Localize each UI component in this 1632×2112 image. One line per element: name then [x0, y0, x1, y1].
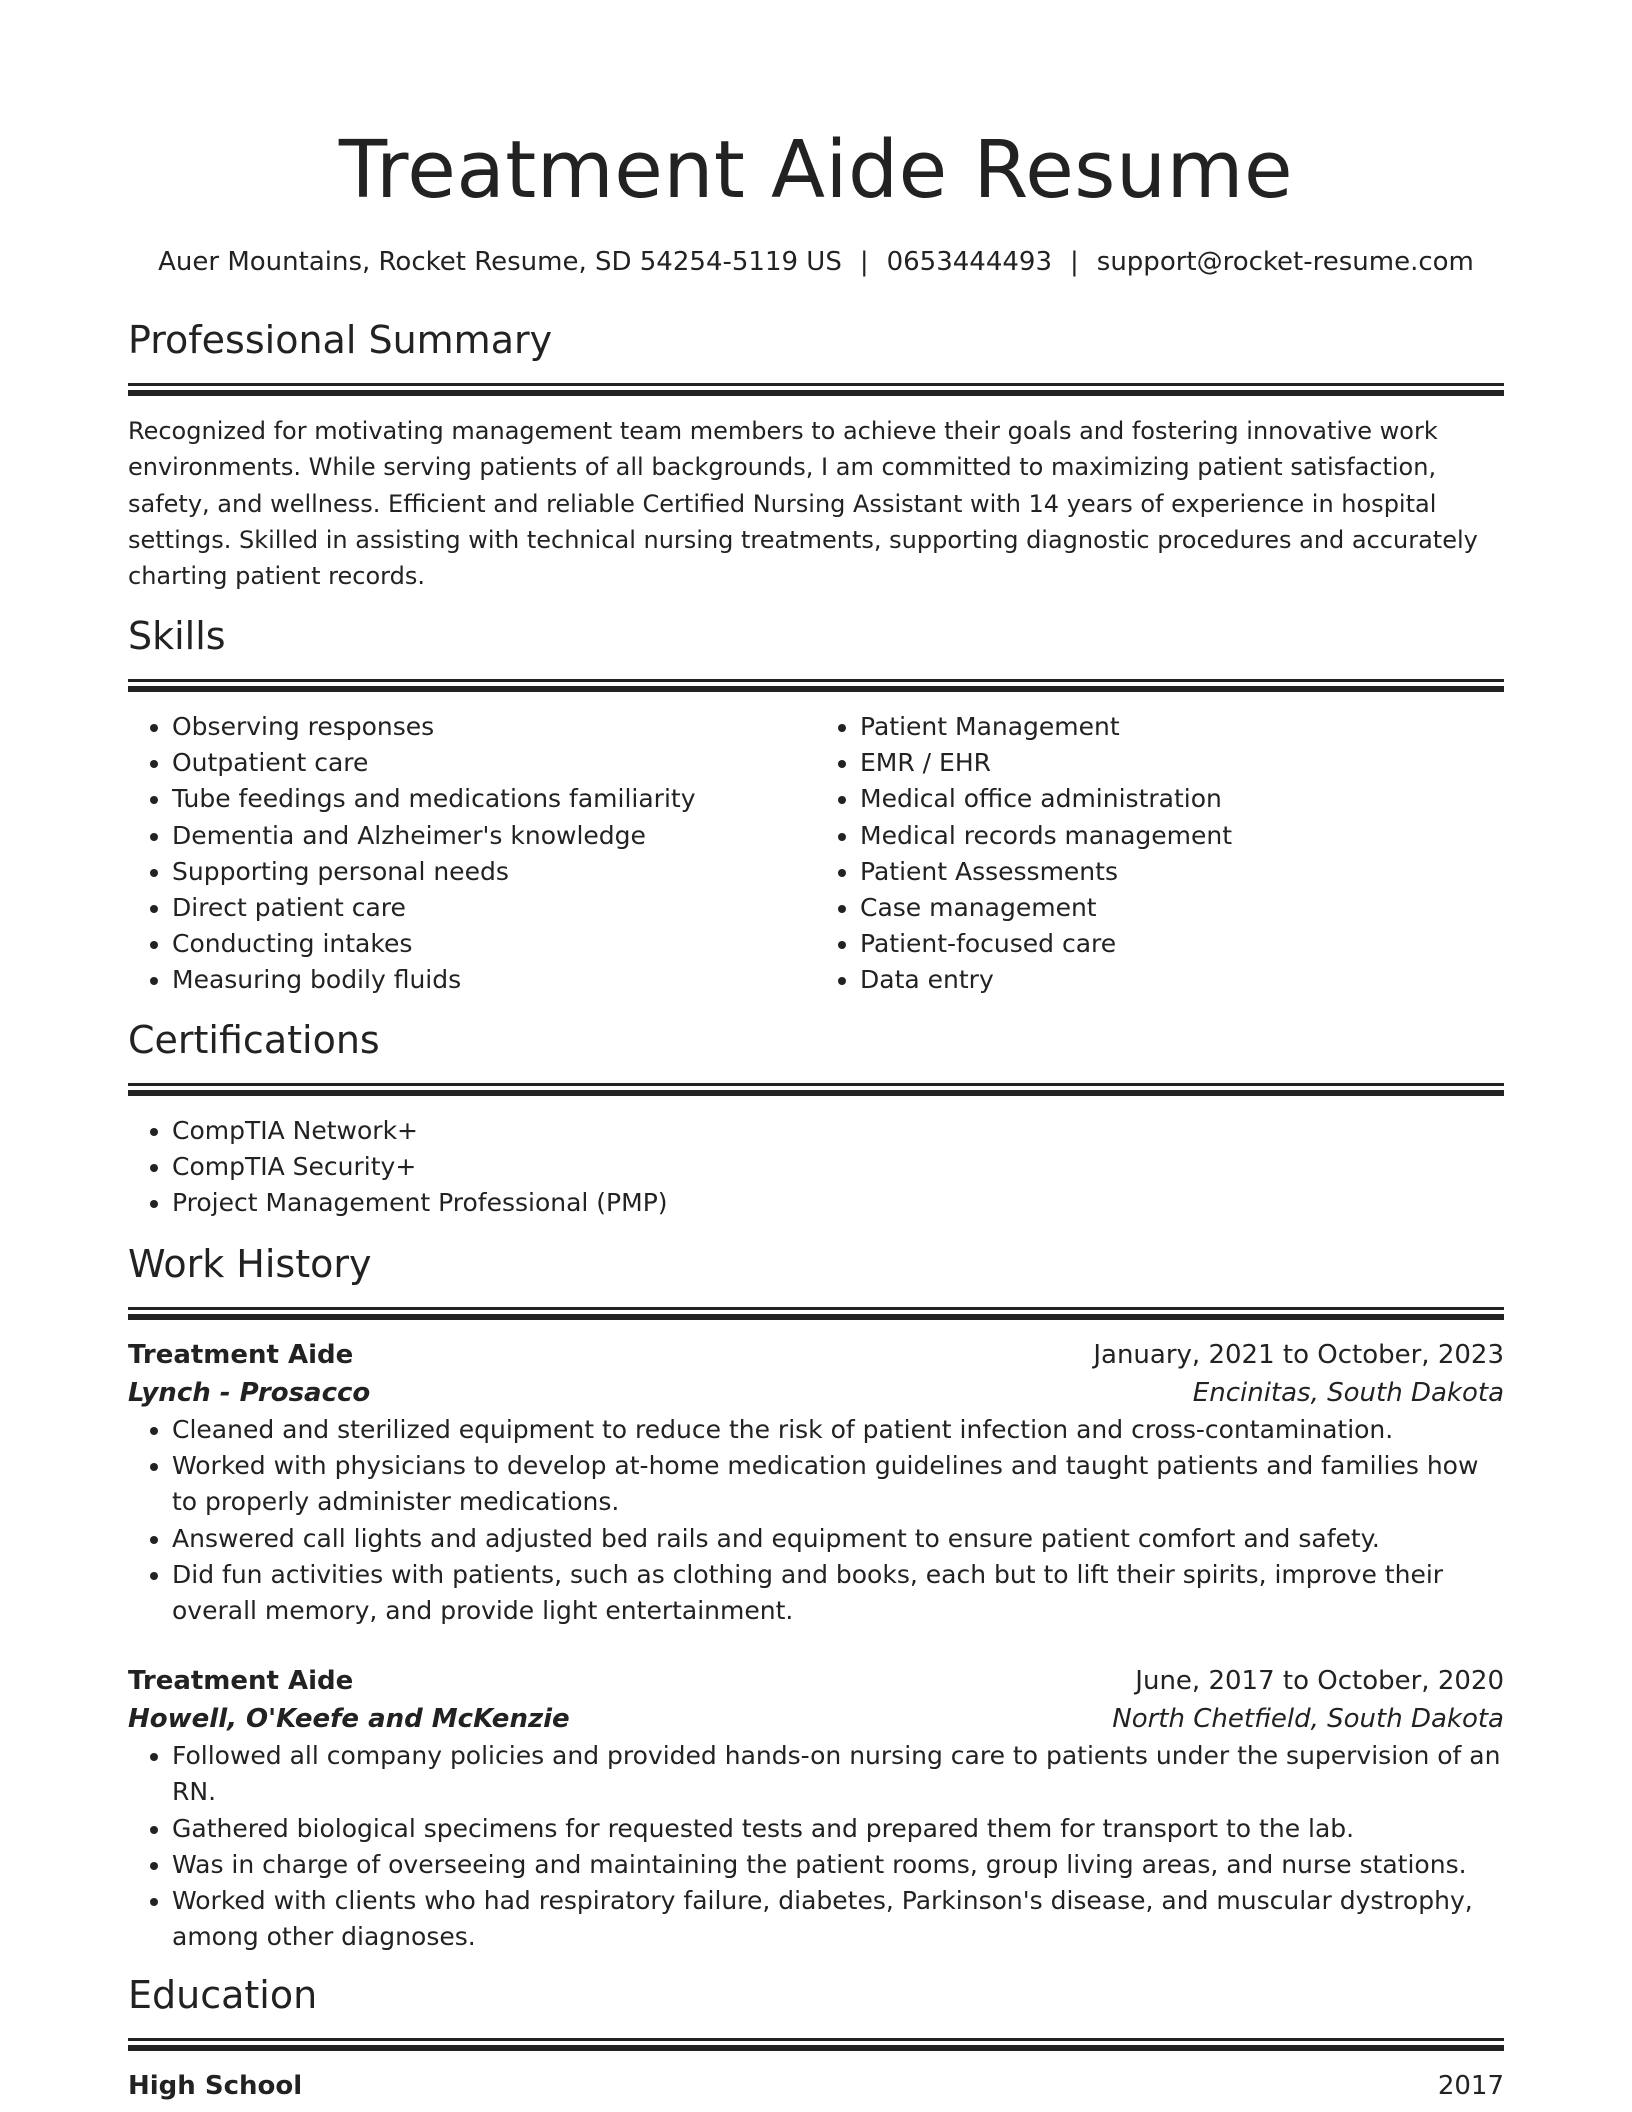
- section-divider: [128, 679, 1504, 692]
- job-employer: Howell, O'Keefe and McKenzie: [128, 1704, 570, 1735]
- section-heading: Work History: [128, 1242, 372, 1286]
- skill-item: • Observing responses: [172, 709, 816, 745]
- job-title: Treatment Aide: [128, 1666, 354, 1697]
- skill-item: • Supporting personal needs: [172, 854, 816, 890]
- job-header: [128, 1336, 1504, 1374]
- summary-text: Recognized for motivating management team members to achieve their goals and fostering innovative work environments. While serving patients of all backgrounds, I am committed to maximizing patient satisfaction, safety, and wellness. Efficient and reliable Certified Nursing Assistant with 14 years of experience in hospital settings. Skilled in assisting with technical nursing treatments, supporting diagnostic procedures and accurately charting patient records.: [128, 417, 1478, 591]
- job-entry: [128, 1662, 1504, 1955]
- job-dates: June, 2017 to October, 2020: [1135, 1666, 1504, 1697]
- certifications-list: [128, 1113, 1504, 1222]
- section-divider: [128, 2038, 1504, 2051]
- certification-item: • CompTIA Network+: [172, 1113, 1504, 1149]
- job-bullet: • Followed all company policies and provided hands-on nursing care to patients under the supervision of an RN.: [172, 1738, 1504, 1810]
- skill-item: • Patient Management: [860, 709, 1504, 745]
- contact-separator: |: [1070, 247, 1079, 277]
- skill-item: • Tube feedings and medications familiarity: [172, 781, 816, 817]
- section-heading: Education: [128, 1973, 318, 2017]
- certification-item: • CompTIA Security+: [172, 1149, 1504, 1185]
- skill-item: • Outpatient care: [172, 745, 816, 781]
- skills-section: [128, 612, 1504, 999]
- skill-item: • Data entry: [860, 962, 1504, 998]
- job-bullets: [128, 1738, 1504, 1955]
- job-employer: Lynch - Prosacco: [128, 1378, 371, 1408]
- contact-address: Auer Mountains, Rocket Resume, SD 54254-5119 US: [158, 247, 842, 277]
- job-dates: January, 2021 to October, 2023: [1093, 1340, 1504, 1370]
- education-degree: High School: [128, 2071, 303, 2101]
- job-bullet: • Answered call lights and adjusted bed rails and equipment to ensure patient comfort and safety.: [172, 1521, 1504, 1557]
- certification-item: • Project Management Professional (PMP): [172, 1185, 1504, 1221]
- skill-item: • Medical office administration: [860, 781, 1504, 817]
- job-subheader: [128, 1374, 1504, 1412]
- skill-item: • Patient Assessments: [860, 854, 1504, 890]
- contact-email: support@rocket-resume.com: [1096, 247, 1474, 277]
- work-history-section: [128, 1240, 1504, 1955]
- skill-item: • Measuring bodily fluids: [172, 962, 816, 998]
- job-title: Treatment Aide: [128, 1340, 354, 1370]
- job-bullets: [128, 1412, 1504, 1629]
- resume-title: Treatment Aide Resume: [338, 124, 1294, 216]
- contact-separator: |: [859, 247, 869, 277]
- contact-phone: 0653444493: [886, 247, 1053, 277]
- skill-item: • EMR / EHR: [860, 745, 1504, 781]
- job-bullet: • Worked with clients who had respiratory failure, diabetes, Parkinson's disease, and muscular dystrophy, among other diagnoses.: [172, 1883, 1504, 1955]
- resume-content: [128, 0, 1504, 2101]
- education-entry: [128, 2067, 1504, 2105]
- skills-grid: [128, 709, 1504, 999]
- job-location: North Chetfield, South Dakota: [1112, 1704, 1504, 1735]
- skill-item: • Case management: [860, 890, 1504, 926]
- job-bullet: • Cleaned and sterilized equipment to reduce the risk of patient infection and cross-contamination.: [172, 1412, 1504, 1448]
- education-year: 2017: [1437, 2071, 1504, 2101]
- education-section: [128, 1971, 1504, 2105]
- section-divider: [128, 383, 1504, 396]
- section-heading: Skills: [128, 614, 226, 658]
- job-subheader: [128, 1700, 1504, 1738]
- section-divider: [128, 1307, 1504, 1320]
- job-bullet: • Did fun activities with patients, such as clothing and books, each but to lift their spirits, improve their overall memory, and provide light entertainment.: [172, 1557, 1504, 1629]
- skill-item: • Direct patient care: [172, 890, 816, 926]
- job-bullet: • Was in charge of overseeing and maintaining the patient rooms, group living areas, and nurse stations.: [172, 1847, 1504, 1883]
- skill-item: • Patient-focused care: [860, 926, 1504, 962]
- certifications-section: [128, 1016, 1504, 1222]
- section-heading: Certifications: [128, 1018, 380, 1062]
- contact-line: [128, 244, 1504, 280]
- section-heading: Professional Summary: [128, 318, 553, 362]
- summary-section: [128, 316, 1504, 594]
- skills-list-left: [128, 709, 816, 999]
- skills-list-right: [816, 709, 1504, 999]
- skill-item: • Medical records management: [860, 818, 1504, 854]
- job-bullet: • Gathered biological specimens for requested tests and prepared them for transport to the lab.: [172, 1811, 1504, 1847]
- job-entry: [128, 1336, 1504, 1629]
- job-location: Encinitas, South Dakota: [1192, 1378, 1504, 1408]
- job-header: [128, 1662, 1504, 1700]
- job-bullet: • Worked with physicians to develop at-home medication guidelines and taught patients and families how to properly administer medications.: [172, 1448, 1504, 1520]
- section-divider: [128, 1083, 1504, 1096]
- skill-item: • Conducting intakes: [172, 926, 816, 962]
- skill-item: • Dementia and Alzheimer's knowledge: [172, 818, 816, 854]
